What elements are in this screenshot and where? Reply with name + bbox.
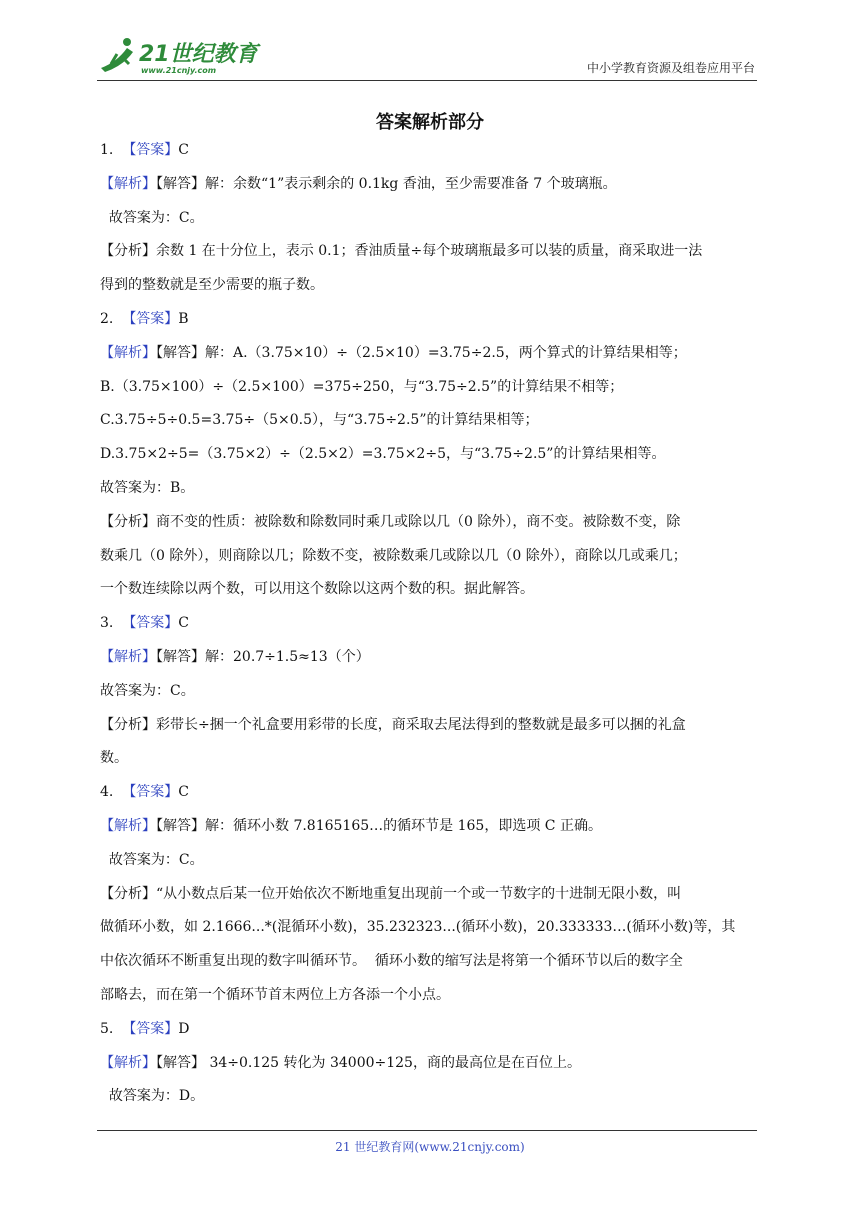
analysis-continued: 一个数连续除以两个数，可以用这个数除以这两个数的积。据此解答。 xyxy=(100,581,534,598)
platform-name: 中小学教育资源及组卷应用平台 xyxy=(586,61,755,75)
explanation-text: 【解答】解：20.7÷1.5≈13（个） xyxy=(156,648,370,665)
question-answer-line xyxy=(100,309,760,329)
explanation-continued: B.（3.75×100）÷（2.5×100）=375÷250，与“3.75÷2.5”的计算结果不相等； xyxy=(100,378,624,395)
analysis-tag: 【分析】 xyxy=(100,243,156,260)
analysis-text: 余数 1 在十分位上，表示 0.1；香油质量÷每个玻璃瓶最多可以装的质量，商采取进一法 xyxy=(156,243,703,260)
explanation-tag: 【解析】 xyxy=(100,817,156,834)
logo-21cnjy xyxy=(97,34,267,78)
answer-tag: 【答案】 xyxy=(122,1020,179,1037)
question-answer-line xyxy=(100,140,760,160)
answer-value: B xyxy=(178,310,189,327)
explanation-continued: C.3.75÷5÷0.5=3.75÷（5×0.5），与“3.75÷2.5”的计算结果相等； xyxy=(100,412,539,429)
explanation-continued: D.3.75×2÷5=（3.75×2）÷（2.5×2）=3.75×2÷5，与“3.75÷2.5”的计算结果相等。 xyxy=(100,446,666,463)
analysis-text: “从小数点后某一位开始依次不断地重复出现前一个或一节数字的十进制无限小数，叫 xyxy=(156,885,682,902)
logo-text: 21世纪教育 xyxy=(139,42,258,67)
page-title: 答案解析部分 xyxy=(376,112,484,133)
conclusion-line: 故答案为：B。 xyxy=(100,479,195,496)
answer-value: C xyxy=(178,784,189,801)
analysis-continued: 部略去，而在第一个循环节首末两位上方各添一个小点。 xyxy=(100,986,450,1003)
question-answer-line xyxy=(100,613,760,633)
question-number: 5. xyxy=(100,1020,114,1037)
answer-value: C xyxy=(178,615,189,632)
conclusion-line: 故答案为：D。 xyxy=(100,1088,205,1105)
analysis-continued: 数。 xyxy=(100,750,128,767)
explanation-text: 【解答】解：A.（3.75×10）÷（2.5×10）=3.75÷2.5，两个算式的计算结果相等； xyxy=(156,344,687,361)
explanation-line xyxy=(100,1053,760,1073)
explanation-tag: 【解析】 xyxy=(100,648,156,665)
explanation-line xyxy=(100,647,760,667)
question-answer-line xyxy=(100,782,760,802)
conclusion-line: 故答案为：C。 xyxy=(100,682,195,699)
answer-tag: 【答案】 xyxy=(122,142,179,158)
analysis-line xyxy=(100,512,760,532)
footer-divider xyxy=(97,1130,757,1131)
question-number: 3. xyxy=(100,615,114,632)
analysis-continued: 中依次循环不断重复出现的数字叫循环节。 循环小数的缩写法是将第一个循环节以后的数字全 xyxy=(100,953,683,970)
answer-tag: 【答案】 xyxy=(122,310,179,327)
analysis-tag: 【分析】 xyxy=(100,513,156,530)
answer-tag: 【答案】 xyxy=(122,784,179,801)
analysis-line xyxy=(100,241,760,261)
explanation-text: 【解答】解：余数“1”表示剩余的 0.1kg 香油，至少需要准备 7 个玻璃瓶。 xyxy=(156,175,617,192)
explanation-text: 【解答】解：循环小数 7.8165165…的循环节是 165，即选项 C 正确。 xyxy=(156,817,602,834)
answer-value: C xyxy=(178,142,189,158)
answer-content xyxy=(100,140,760,1120)
explanation-line xyxy=(100,174,760,194)
question-number: 1. xyxy=(100,142,114,158)
conclusion-line: 故答案为：C。 xyxy=(100,851,204,868)
question-number: 4. xyxy=(100,784,114,801)
analysis-continued: 得到的整数就是至少需要的瓶子数。 xyxy=(100,277,324,294)
conclusion-line: 故答案为：C。 xyxy=(100,209,204,226)
explanation-tag: 【解析】 xyxy=(100,1054,156,1071)
analysis-tag: 【分析】 xyxy=(100,885,156,902)
explanation-tag: 【解析】 xyxy=(100,175,156,192)
answer-value: D xyxy=(178,1020,190,1037)
footer-link[interactable]: 21 世纪教育网(www.21cnjy.com) xyxy=(335,1140,525,1154)
explanation-text: 【解答】 34÷0.125 转化为 34000÷125，商的最高位是在百位上。 xyxy=(156,1054,581,1071)
analysis-continued: 做循环小数，如 2.1666...*(混循环小数)，35.232323...(循环小数)，20.333333…(循环小数)等，其 xyxy=(100,919,736,936)
analysis-line xyxy=(100,715,760,735)
explanation-tag: 【解析】 xyxy=(100,344,156,361)
page-header xyxy=(97,28,757,81)
answer-tag: 【答案】 xyxy=(122,615,179,632)
explanation-line xyxy=(100,343,760,363)
analysis-text: 商不变的性质：被除数和除数同时乘几或除以几（0 除外），商不变。被除数不变，除 xyxy=(156,513,681,530)
question-answer-line xyxy=(100,1019,760,1039)
explanation-line xyxy=(100,816,760,836)
question-number: 2. xyxy=(100,310,114,327)
analysis-text: 彩带长÷捆一个礼盒要用彩带的长度，商采取去尾法得到的整数就是最多可以捆的礼盒 xyxy=(156,716,686,733)
analysis-tag: 【分析】 xyxy=(100,716,156,733)
analysis-line xyxy=(100,884,760,904)
logo-sub: www.21cnjy.com xyxy=(141,66,217,75)
analysis-continued: 数乘几（0 除外），则商除以几；除数不变，被除数乘几或除以几（0 除外），商除以几或乘几； xyxy=(100,547,687,564)
